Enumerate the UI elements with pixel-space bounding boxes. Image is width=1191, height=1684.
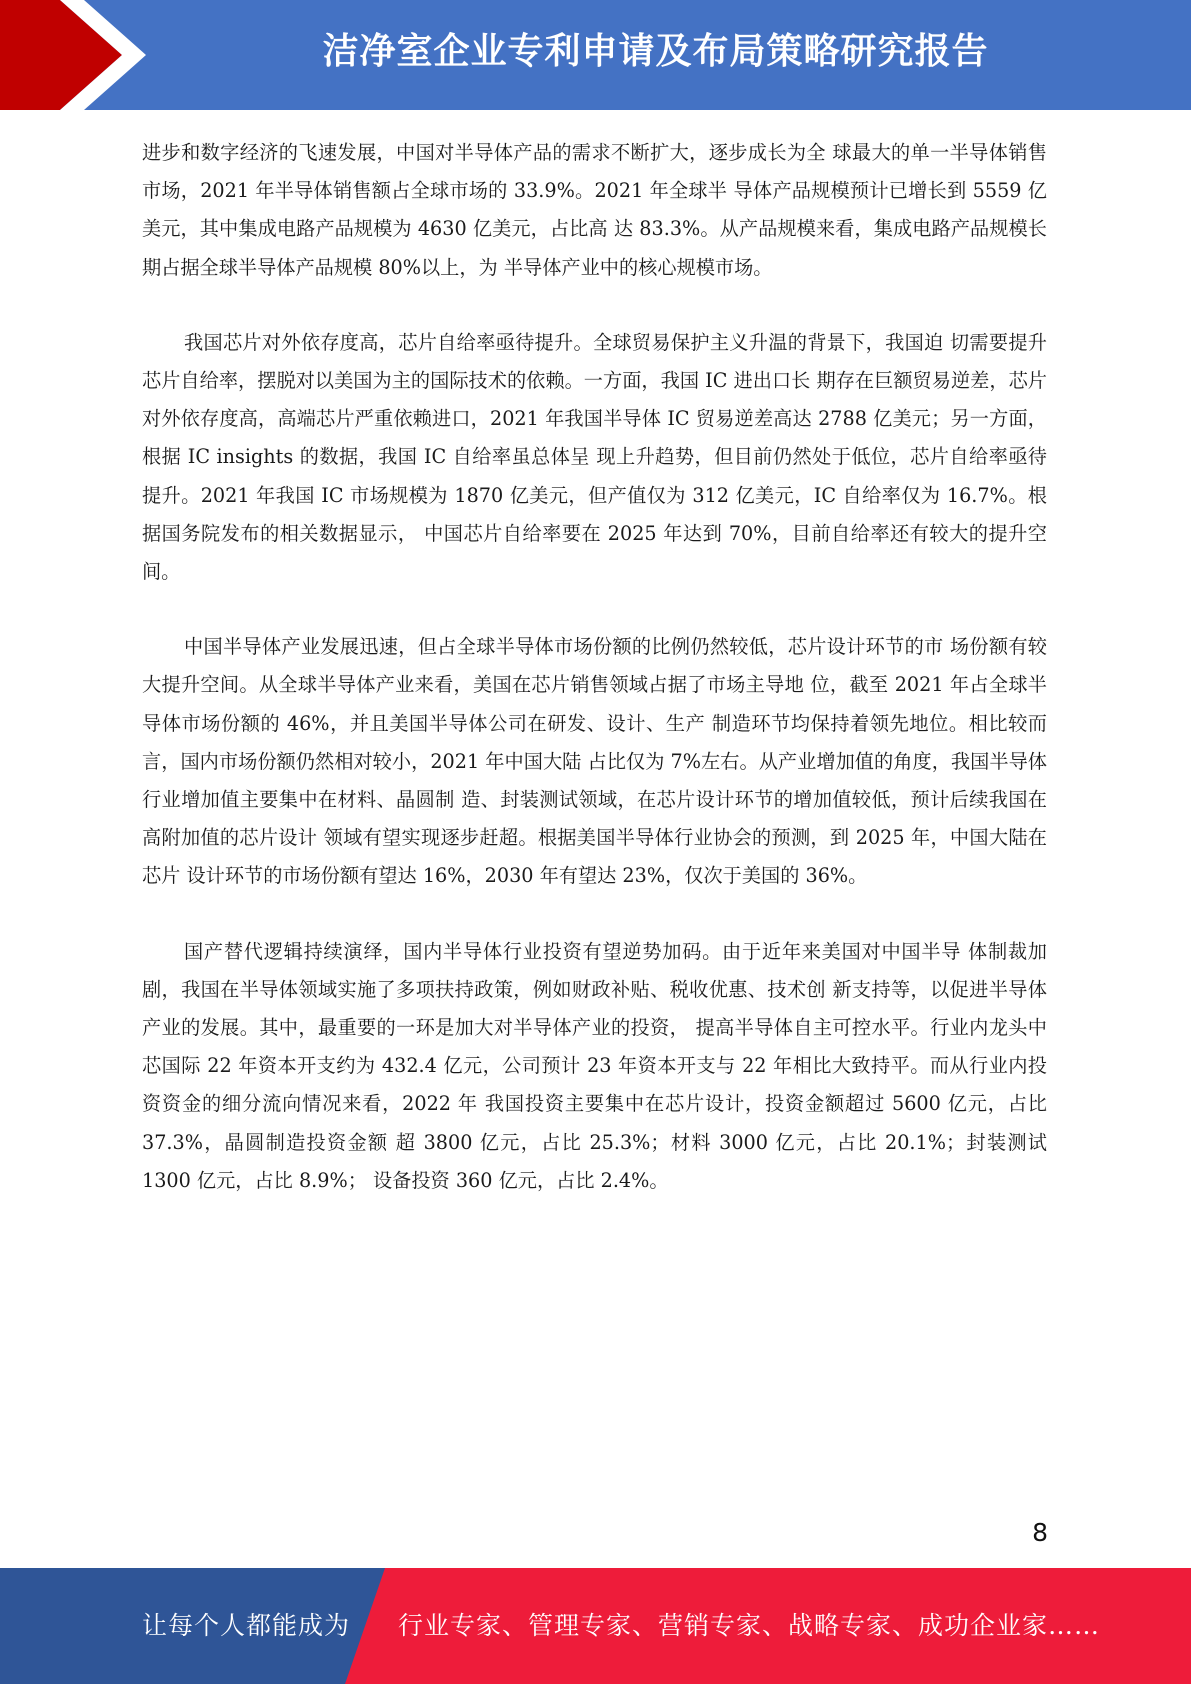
report-title: 洁净室企业专利申请及布局策略研究报告 <box>322 31 989 72</box>
body-content <box>142 134 1047 1237</box>
paragraph-semiconductor-market: 进步和数字经济的飞速发展，中国对半导体产品的需求不断扩大，逐步成长为全 球最大的单一半导体销售市场，2021 年半导体销售额占全球市场的 33.9%。2021 年全球半 导体产品规模预计已增长到 5559 亿美元，其中集成电路产品规模为 4630 亿美元，占比高 达 83.3%。从产品规模来看，集成电路产品规模长期占据全球半导体产品规模 80%以上，为 半导体产业中的核心规模市场。 <box>142 141 1047 279</box>
paragraph-market-share: 中国半导体产业发展迅速，但占全球半导体市场份额的比例仍然较低，芯片设计环节的市 场份额有较大提升空间。从全球半导体产业来看，美国在芯片销售领域占据了市场主导地 位，截至 2021 年占全球半导体市场份额的 46%，并且美国半导体公司在研发、设计、生产 制造环节均保持着领先地位。相比较而言，国内市场份额仍然相对较小，2021 年中国大陆 占比仅为 7%左右。从产业增加值的角度，我国半导体行业增加值主要集中在材料、晶圆制 造、封装测试领域，在芯片设计环节的增加值较低，预计后续我国在高附加值的芯片设计 领域有望实现逐步赶超。根据美国半导体行业协会的预测，到 2025 年，中国大陆在芯片 设计环节的市场份额有望达 16%，2030 年有望达 23%，仅次于美国的 36%。 <box>142 635 1047 888</box>
page-footer <box>0 1568 1191 1684</box>
page-number: 8 <box>1032 1518 1048 1547</box>
paragraph-chip-self-sufficiency: 我国芯片对外依存度高，芯片自给率亟待提升。全球贸易保护主义升温的背景下，我国迫 切需要提升芯片自给率，摆脱对以美国为主的国际技术的依赖。一方面，我国 IC 进出口长 期存在巨额贸易逆差，芯片对外依存度高，高端芯片严重依赖进口，2021 年我国半导体 IC 贸易逆差高达 2788 亿美元；另一方面，根据 IC insights 的数据，我国 IC 自给率虽总体呈 现上升趋势，但目前仍然处于低位，芯片自给率亟待提升。2021 年我国 IC 市场规模为 1870 亿美元，但产值仅为 312 亿美元，IC 自给率仅为 16.7%。根据国务院发布的相关数据显示， 中国芯片自给率要在 2025 年达到 70%，目前自给率还有较大的提升空间。 <box>142 330 1047 584</box>
page-header <box>0 0 1191 110</box>
footer-slogan-left: 让每个人都能成为 <box>142 1611 351 1640</box>
footer-slogan-right: 行业专家、管理专家、营销专家、战略专家、成功企业家…… <box>398 1611 1101 1640</box>
header-arrow-decoration <box>0 0 160 110</box>
paragraph-domestic-investment: 国产替代逻辑持续演绎，国内半导体行业投资有望逆势加码。由于近年来美国对中国半导 体制裁加剧，我国在半导体领域实施了多项扶持政策，例如财政补贴、税收优惠、技术创 新支持等，以促进半导体产业的发展。其中，最重要的一环是加大对半导体产业的投资， 提高半导体自主可控水平。行业内龙头中芯国际 22 年资本开支约为 432.4 亿元，公司预计 23 年资本开支与 22 年相比大致持平。而从行业内投资资金的细分流向情况来看，2022 年 我国投资主要集中在芯片设计，投资金额超过 5600 亿元，占比 37.3%，晶圆制造投资金额 超 3800 亿元，占比 25.3%；材料 3000 亿元，占比 20.1%；封装测试 1300 亿元，占比 8.9%； 设备投资 360 亿元，占比 2.4%。 <box>142 939 1047 1192</box>
